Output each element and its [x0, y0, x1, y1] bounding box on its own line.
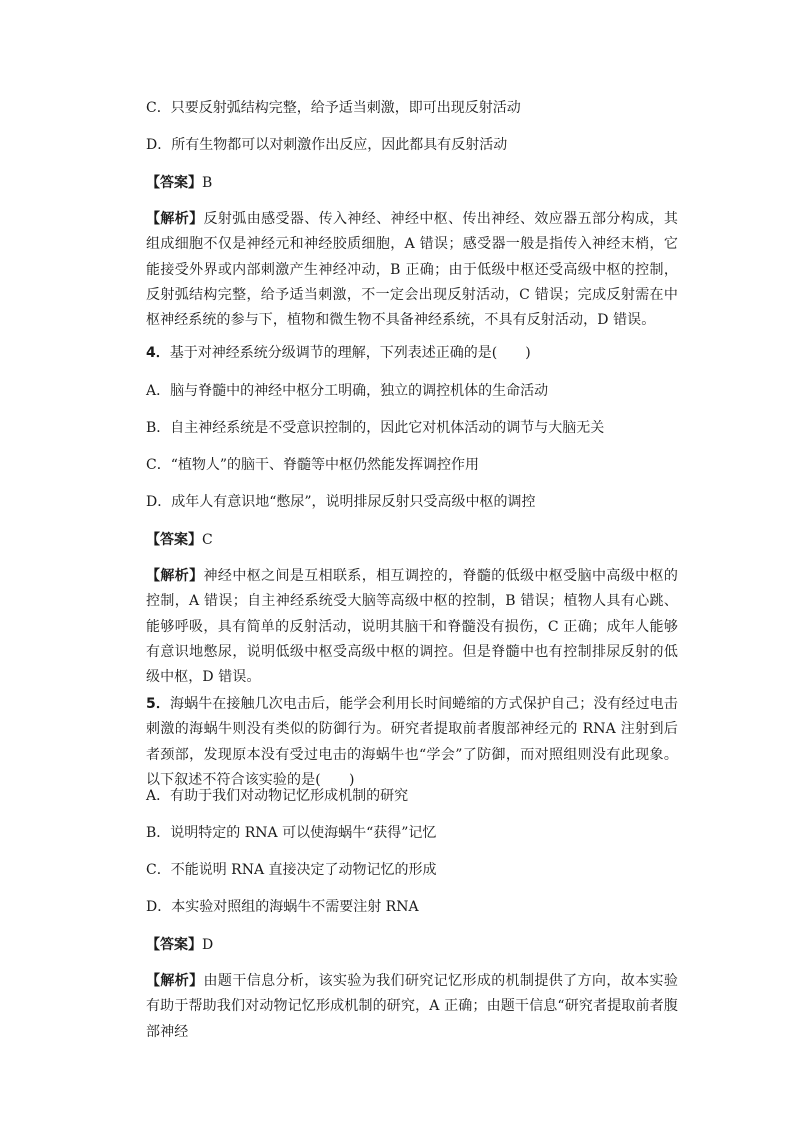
- q3-answer: [146, 173, 212, 193]
- q3-option-c: C．只要反射弧结构完整，给予适当刺激，即可出现反射活动: [146, 100, 521, 116]
- q3-option-d: D．所有生物都可以对刺激作出反应，因此都具有反射活动: [146, 137, 508, 153]
- analysis-text: 由题干信息分析，该实验为我们研究记忆形成的机制提供了方向，故本实验有助于帮助我们对动物记忆形成机制的研究，A 正确；由题干信息“研究者提取前者腹部神经: [146, 973, 678, 1040]
- analysis-text: 神经中枢之间是互相联系，相互调控的，脊髓的低级中枢受脑中高级中枢的控制，A 错误；自主神经系统受大脑等高级中枢的控制，B 错误；植物人具有心跳、能够呼吸，具有简单的反射活动，说明其脑干和脊髓没有损伤，C 正确；成年人能够有意识地憋尿，说明低级中枢受高级中枢的调控。但是脊髓中也有控制排尿反射的低级中枢，D 错误。: [146, 568, 678, 686]
- question-number: 4．: [146, 345, 170, 361]
- analysis-tag: 【解析】: [146, 211, 204, 227]
- q4-option-b: B．自主神经系统是不受意识控制的，因此它对机体活动的调节与大脑无关: [146, 420, 605, 436]
- question-stem: 海蜗牛在接触几次电击后，能学会利用长时间蜷缩的方式保护自己；没有经过电击刺激的海蜗牛则没有类似的防御行为。研究者提取前者腹部神经元的 RNA 注射到后者颈部，发现原本没有受过电击的海蜗牛也“学会”了防御，而对照组则没有此现象。以下叙述不符合该实验的是( ): [146, 696, 678, 788]
- answer-tag: 【答案】: [146, 937, 202, 953]
- q5-answer: [146, 935, 213, 955]
- question-number: 5．: [146, 696, 170, 712]
- q5-option-a: A．有助于我们对动物记忆形成机制的研究: [146, 788, 409, 804]
- q5-option-c: C．不能说明 RNA 直接决定了动物记忆的形成: [146, 862, 437, 878]
- q4-analysis: [146, 564, 678, 690]
- analysis-text: 反射弧由感受器、传入神经、神经中枢、传出神经、效应器五部分构成，其组成细胞不仅是神经元和神经胶质细胞，A 错误；感受器一般是指传入神经末梢，它能接受外界或内部刺激产生神经冲动，B 正确；由于低级中枢还受高级中枢的控制，反射弧结构完整，给予适当刺激，不一定会出现反射活动，C 错误；完成反射需在中枢神经系统的参与下，植物和微生物不具备神经系统，不具有反射活动，D 错误。: [146, 211, 678, 329]
- q4-option-a: A．脑与脊髓中的神经中枢分工明确，独立的调控机体的生命活动: [146, 383, 549, 399]
- q4-answer: [146, 530, 213, 550]
- q5-analysis: [146, 969, 678, 1045]
- q5-option-b: B．说明特定的 RNA 可以使海蜗牛“获得”记忆: [146, 825, 437, 841]
- analysis-tag: 【解析】: [146, 973, 204, 989]
- answer-value: D: [202, 937, 214, 953]
- answer-value: B: [202, 175, 213, 191]
- q5-option-d: D．本实验对照组的海蜗牛不需要注射 RNA: [146, 899, 419, 915]
- answer-tag: 【答案】: [146, 175, 202, 191]
- q4-option-c: C．“植物人”的脑干、脊髓等中枢仍然能发挥调控作用: [146, 457, 480, 473]
- q4-stem: [146, 343, 531, 363]
- q3-analysis: [146, 207, 678, 333]
- analysis-tag: 【解析】: [146, 568, 204, 584]
- answer-tag: 【答案】: [146, 532, 202, 548]
- answer-value: C: [202, 532, 213, 548]
- question-stem: 基于对神经系统分级调节的理解，下列表述正确的是( ): [169, 345, 531, 361]
- q5-stem: [146, 692, 678, 793]
- q4-option-d: D．成年人有意识地“憋尿”，说明排尿反射只受高级中枢的调控: [146, 494, 536, 510]
